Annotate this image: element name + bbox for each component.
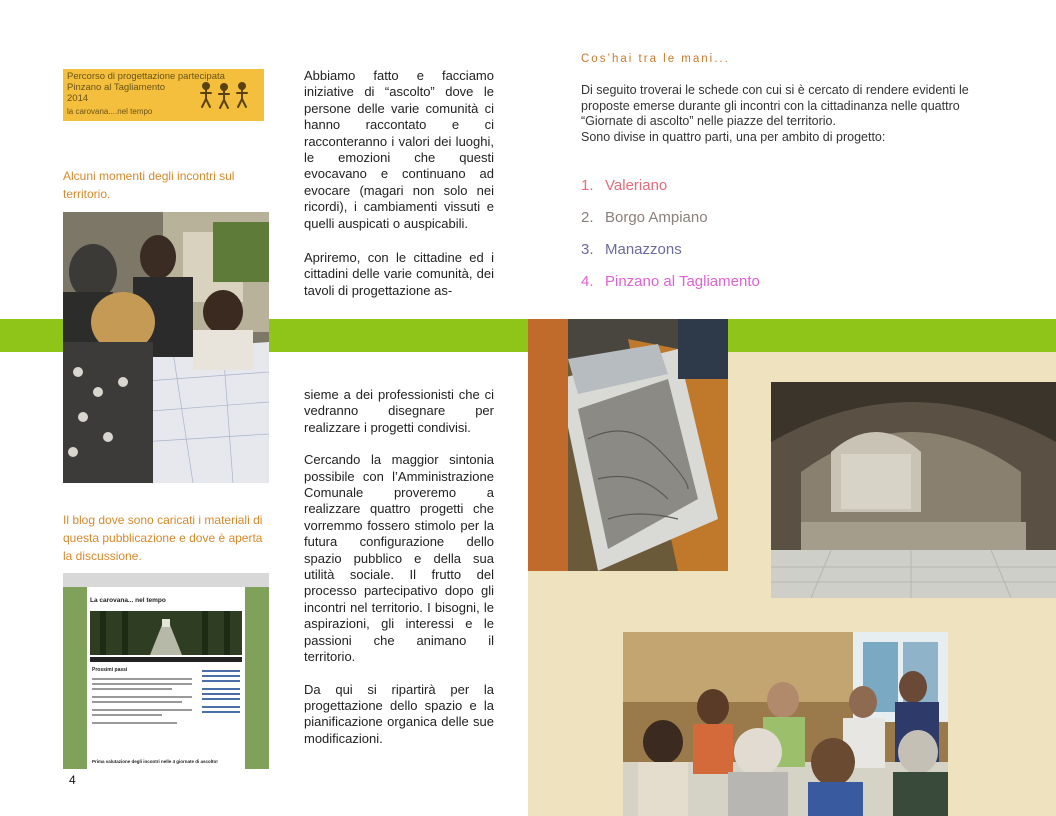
list-item-valeriano [581, 170, 760, 202]
logo-line-1: Percorso di progettazione partecipata [67, 71, 225, 82]
middle-paragraph-2a: Apriremo, con le cittadine ed i cittadini delle varie comunità, dei tavoli di progettazione as- [304, 250, 494, 298]
list-item-borgo-ampiano [581, 202, 760, 234]
logo-line-2: Pinzano al Tagliamento [67, 82, 166, 93]
logo-line-4: la carovana....nel tempo [67, 107, 153, 116]
green-band-right [728, 319, 1056, 352]
list-label-4: Pinzano al Tagliamento [605, 273, 760, 290]
section-intro [581, 83, 991, 145]
blog-header-image [90, 611, 242, 655]
blog-title: La carovana... nel tempo [90, 597, 166, 604]
list-num-4: 4. [581, 273, 594, 290]
blog-screenshot [63, 573, 269, 769]
middle-paragraph-4: Da qui si ripartirà per la progettazione dello spazio e la pianificazione organica delle sue modificazioni. [304, 681, 494, 746]
project-areas-list [581, 170, 760, 298]
list-item-manazzons [581, 234, 760, 266]
list-label-3: Manazzons [605, 241, 682, 258]
caption-blog: Il blog dove sono caricati i materiali di questa pubblicazione e dove è aperta la discussione. [63, 513, 263, 563]
middle-text-top [304, 68, 494, 315]
list-label-1: Valeriano [605, 177, 668, 194]
photo-stone-arch [771, 382, 1056, 598]
blog-post-title: Prossimi passi [92, 667, 128, 673]
list-num-3: 3. [581, 241, 594, 258]
logo-line-3: 2014 [67, 93, 89, 104]
photo-workshop-map [63, 212, 269, 483]
blog-sidebar [202, 667, 240, 716]
list-num-2: 2. [581, 209, 594, 226]
middle-paragraph-3: Cercando la maggior sintonia possibile con l’Amministrazione Comunale proveremo a realizzare quattro progetti che vorremmo fossero stimolo per la futura configurazione dello spazio pubblico e della sua utilità sociale. Il frutto del processo partecipativo dopo gli incontri nel territorio. I bisogni, le aspirazioni, gli interessi e le passioni che animano il territorio. [304, 452, 494, 665]
middle-paragraph-2b: sieme a dei professionisti che ci vedranno disegnare per realizzare i progetti condivisi. [304, 387, 494, 435]
blog-page [87, 587, 245, 769]
blog-post2-title: Prima valutazione degli incontri nelle 4 giornate di ascolto! [92, 759, 218, 764]
list-num-1: 1. [581, 177, 594, 194]
walking-figures-icon [196, 81, 256, 111]
middle-text-bottom [304, 387, 494, 763]
page-number: 4 [69, 773, 76, 787]
caption-moments: Alcuni momenti degli incontri sul territorio. [63, 169, 235, 201]
section-heading: Cos’hai tra le mani... [581, 53, 730, 65]
browser-toolbar [63, 573, 269, 587]
intro-paragraph-2: Sono divise in quattro parti, una per ambito di progetto: [581, 129, 886, 144]
blog-nav-bar [90, 657, 242, 662]
photo-meeting-table [623, 632, 948, 816]
intro-paragraph-1: Di seguito troverai le schede con cui si è cercato di rendere evidenti le proposte emerse durante gli incontri con la cittadinanza nelle quattro “Giornate di ascolto” nelle piazze del territorio. [581, 83, 969, 128]
photo-maps-table [528, 319, 728, 571]
list-label-2: Borgo Ampiano [605, 209, 708, 226]
middle-paragraph-1: Abbiamo fatto e facciamo iniziative di “ascolto” dove le persone delle varie comunità ci hanno raccontato e ci racconteranno i valori dei luoghi, le emozioni che questi evocavano e continuano ad evocare (magari non solo nei ricordi), i cambiamenti vissuti e quelli auspicati o auspicabili. [304, 68, 494, 231]
list-item-pinzano [581, 266, 760, 298]
blog-post-body [92, 675, 192, 727]
project-logo [63, 69, 264, 121]
